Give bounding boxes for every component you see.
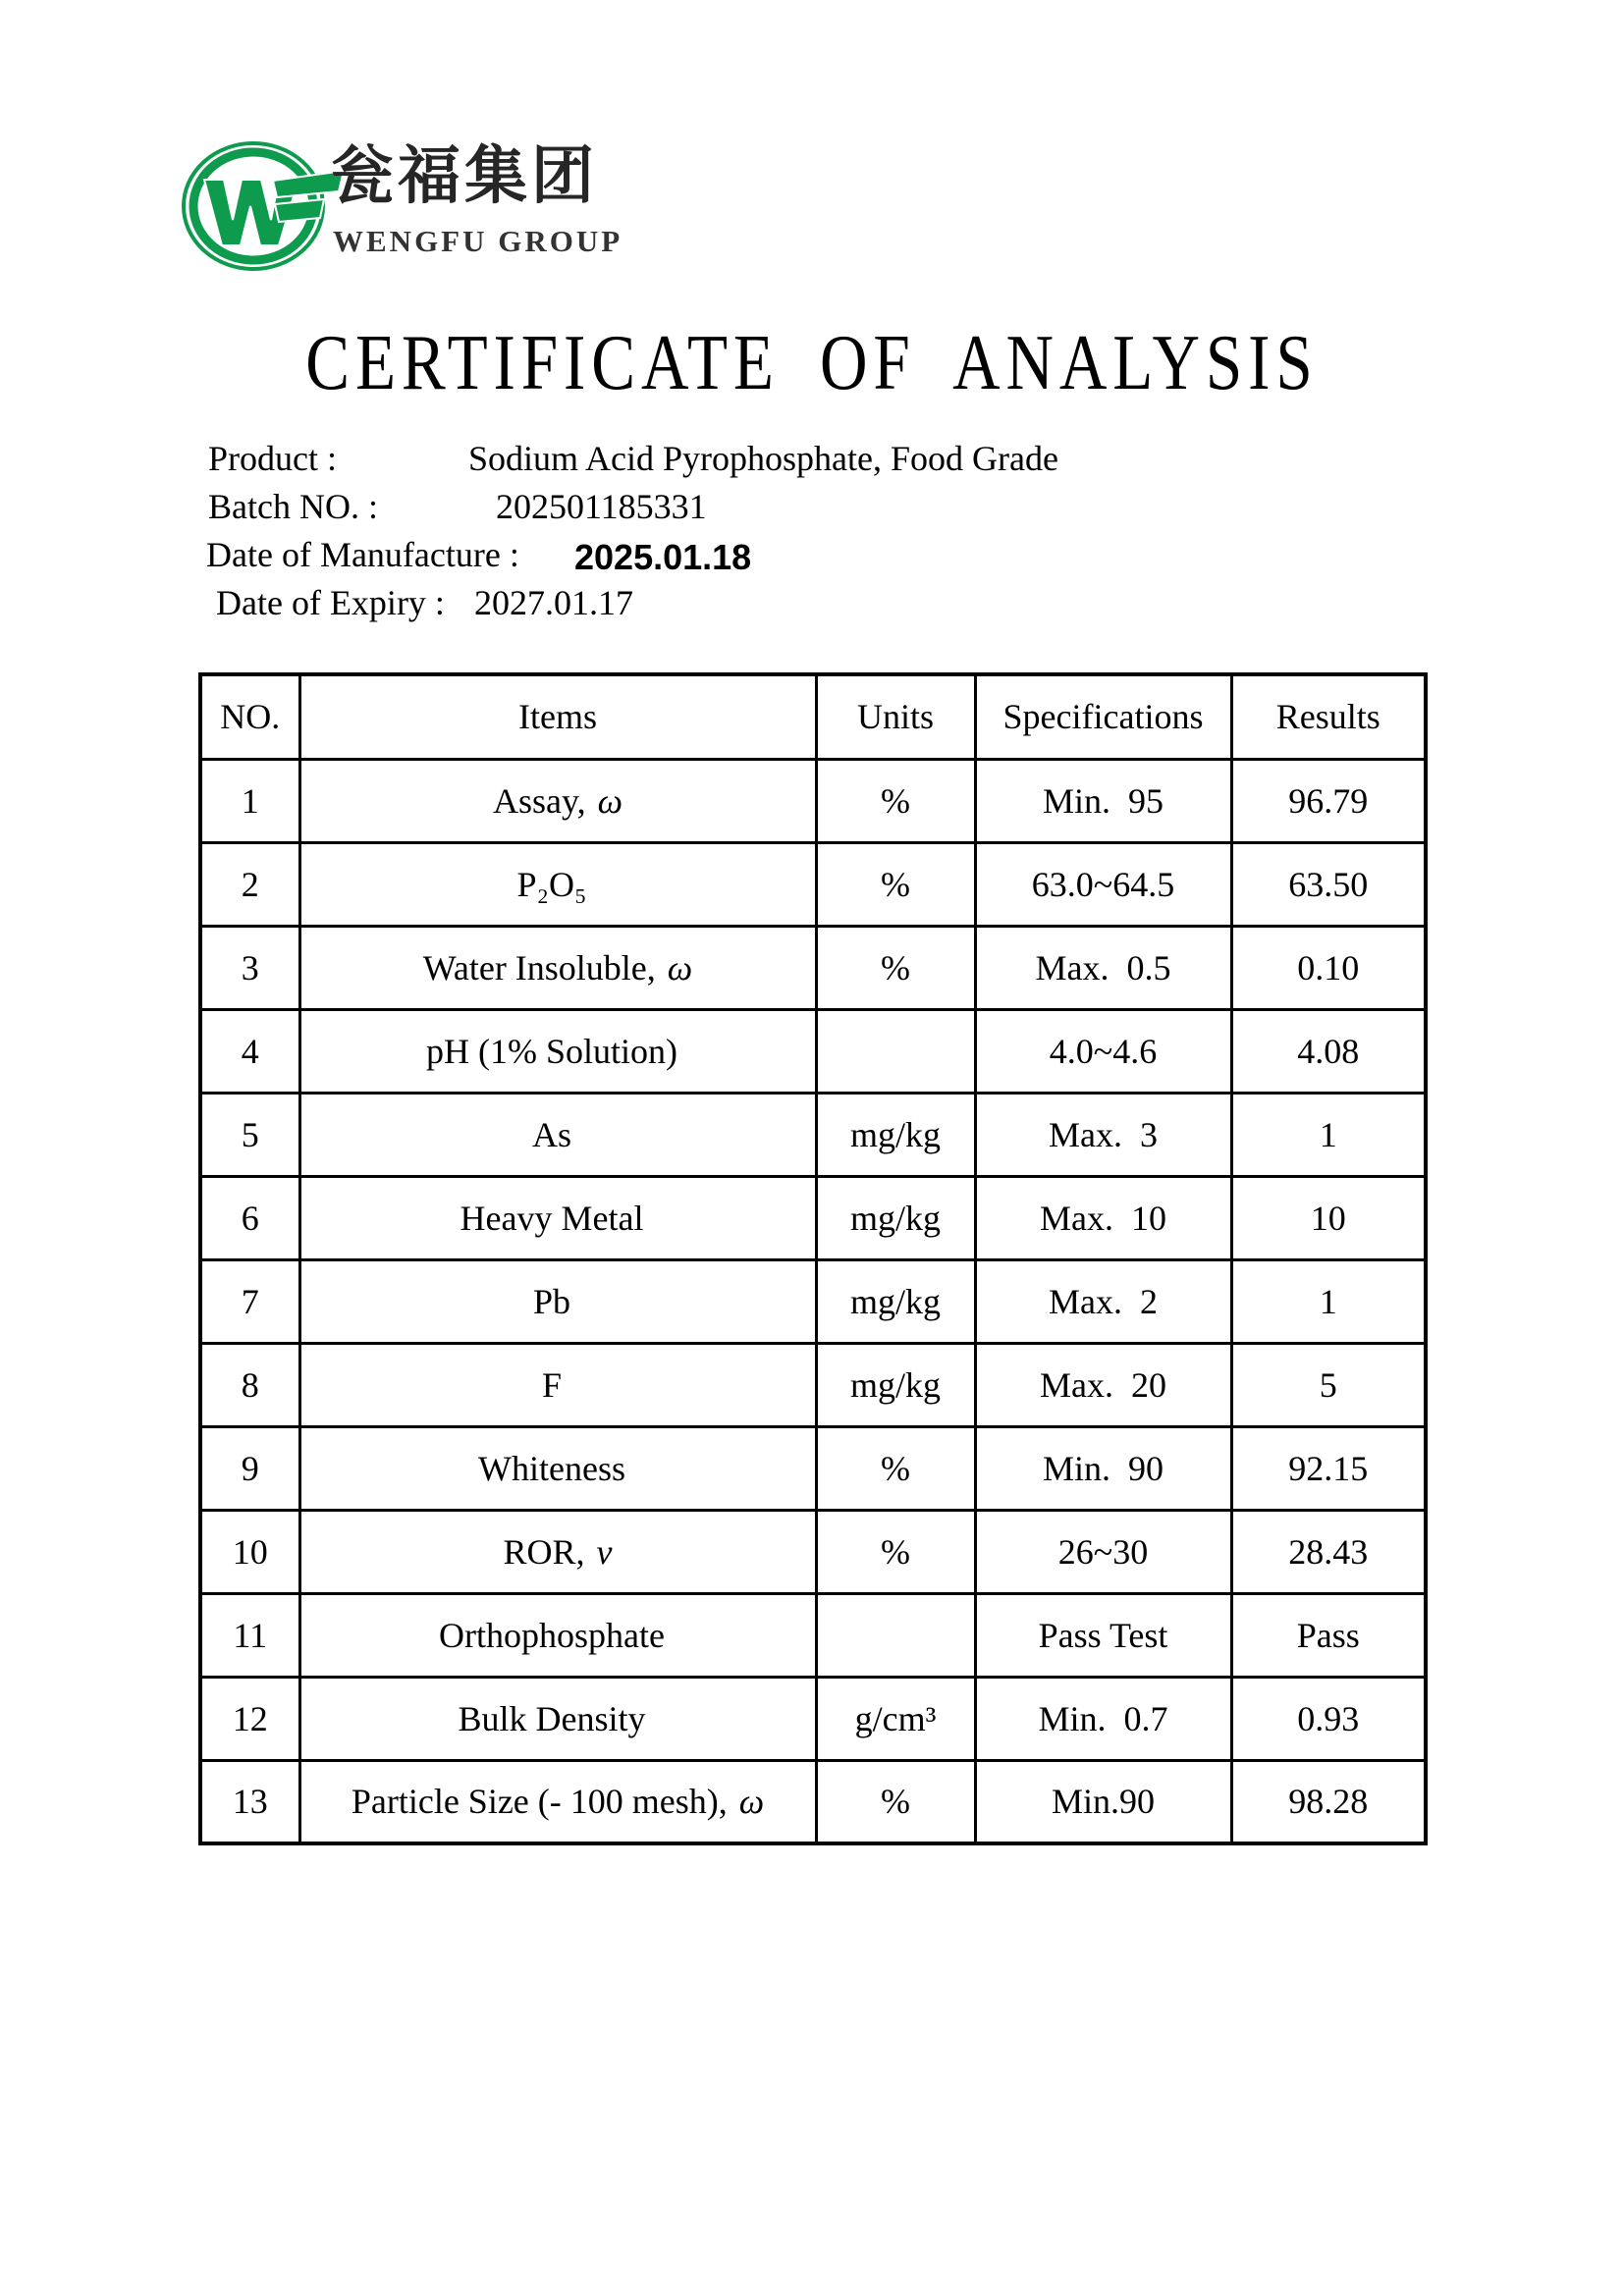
row-unit: % <box>816 1760 975 1843</box>
row-spec: Pass Test <box>975 1593 1231 1677</box>
table-row <box>200 759 1426 842</box>
row-spec: Min. 90 <box>975 1426 1231 1510</box>
company-name-chinese: 瓮福集团 <box>331 140 598 213</box>
table-header-row <box>200 674 1426 759</box>
row-result: 1 <box>1231 1259 1426 1343</box>
row-item <box>299 1176 816 1259</box>
item-symbol: ω <box>738 1782 765 1822</box>
table-row <box>200 926 1426 1009</box>
batch-label: Batch NO. : <box>208 487 378 526</box>
item-label: As <box>531 1114 571 1154</box>
row-unit: % <box>816 759 975 842</box>
row-spec: Min. 95 <box>975 759 1231 842</box>
table-row <box>200 1593 1426 1677</box>
row-spec: 26~30 <box>975 1510 1231 1593</box>
row-spec: Max. 0.5 <box>975 926 1231 1009</box>
row-result: 92.15 <box>1231 1426 1426 1510</box>
row-spec: Max. 3 <box>975 1093 1231 1176</box>
header-units: Units <box>816 674 975 759</box>
row-item <box>299 1760 816 1843</box>
row-spec: Max. 20 <box>975 1343 1231 1426</box>
row-result: 63.50 <box>1231 842 1426 926</box>
row-no: 2 <box>200 842 299 926</box>
row-no: 12 <box>200 1677 299 1760</box>
row-no: 7 <box>200 1259 299 1343</box>
item-label: Bulk Density <box>458 1698 646 1738</box>
table-row <box>200 1259 1426 1343</box>
row-item <box>299 1343 816 1426</box>
product-label: Product : <box>208 439 337 478</box>
item-symbol: ω <box>667 947 693 988</box>
row-result: 96.79 <box>1231 759 1426 842</box>
row-unit: % <box>816 926 975 1009</box>
row-result: 4.08 <box>1231 1009 1426 1093</box>
table-row <box>200 1426 1426 1510</box>
row-item <box>299 1259 816 1343</box>
row-spec: Max. 2 <box>975 1259 1231 1343</box>
row-unit: mg/kg <box>816 1343 975 1426</box>
expiry-value: 2027.01.17 <box>474 583 633 622</box>
row-item <box>299 1677 816 1760</box>
item-symbol: ω <box>597 780 623 821</box>
row-result: 5 <box>1231 1343 1426 1426</box>
row-no: 6 <box>200 1176 299 1259</box>
row-item <box>299 1009 816 1093</box>
row-item <box>299 1510 816 1593</box>
row-no: 9 <box>200 1426 299 1510</box>
item-label: F <box>541 1364 563 1405</box>
header-specs: Specifications <box>975 674 1231 759</box>
item-label: pH (1% Solution) <box>426 1031 677 1071</box>
row-item <box>299 759 816 842</box>
table-row <box>200 842 1426 926</box>
row-item <box>299 842 816 926</box>
row-result: 10 <box>1231 1176 1426 1259</box>
table-row <box>200 1677 1426 1760</box>
table-row <box>200 1510 1426 1593</box>
row-unit: g/cm³ <box>816 1677 975 1760</box>
row-no: 8 <box>200 1343 299 1426</box>
row-unit <box>816 1009 975 1093</box>
row-spec: 63.0~64.5 <box>975 842 1231 926</box>
item-label: ROR, <box>503 1531 585 1572</box>
row-no: 4 <box>200 1009 299 1093</box>
item-label: Assay, <box>492 780 586 821</box>
wf-circle-logo-icon <box>175 135 347 278</box>
row-no: 10 <box>200 1510 299 1593</box>
row-result: 1 <box>1231 1093 1426 1176</box>
analysis-table <box>198 672 1428 1845</box>
table-row <box>200 1176 1426 1259</box>
row-no: 13 <box>200 1760 299 1843</box>
row-unit: % <box>816 842 975 926</box>
row-no: 5 <box>200 1093 299 1176</box>
table-row <box>200 1009 1426 1093</box>
row-item <box>299 1426 816 1510</box>
row-no: 3 <box>200 926 299 1009</box>
table-row <box>200 1760 1426 1843</box>
row-spec: Min. 0.7 <box>975 1677 1231 1760</box>
table-row <box>200 1343 1426 1426</box>
manufacture-label: Date of Manufacture : <box>206 535 519 574</box>
header-no: NO. <box>200 674 299 759</box>
row-item <box>299 1093 816 1176</box>
item-label: Pb <box>532 1281 571 1321</box>
item-label: P₂O₅ <box>516 864 587 904</box>
company-name-english: WENGFU GROUP <box>333 224 623 258</box>
table-row <box>200 1093 1426 1176</box>
item-label: Particle Size (- 100 mesh), <box>351 1782 728 1822</box>
row-unit: mg/kg <box>816 1093 975 1176</box>
wengfu-logo-mark <box>175 135 347 278</box>
row-result: 0.10 <box>1231 926 1426 1009</box>
page-title: CERTIFICATE OF ANALYSIS <box>305 320 1319 406</box>
item-label: Water Insoluble, <box>422 947 656 988</box>
row-spec: 4.0~4.6 <box>975 1009 1231 1093</box>
row-unit: mg/kg <box>816 1259 975 1343</box>
manufacture-value: 2025.01.18 <box>574 537 752 577</box>
row-unit: % <box>816 1510 975 1593</box>
row-no: 1 <box>200 759 299 842</box>
batch-value: 202501185331 <box>496 487 707 526</box>
row-result: 28.43 <box>1231 1510 1426 1593</box>
item-label: Whiteness <box>478 1448 625 1488</box>
row-unit: % <box>816 1426 975 1510</box>
row-item <box>299 1593 816 1677</box>
row-item <box>299 926 816 1009</box>
item-label: Heavy Metal <box>460 1198 644 1238</box>
row-spec: Min.90 <box>975 1760 1231 1843</box>
expiry-label: Date of Expiry : <box>216 583 445 622</box>
header-results: Results <box>1231 674 1426 759</box>
row-no: 11 <box>200 1593 299 1677</box>
item-label: Orthophosphate <box>439 1615 665 1655</box>
product-value: Sodium Acid Pyrophosphate, Food Grade <box>468 439 1058 478</box>
row-spec: Max. 10 <box>975 1176 1231 1259</box>
row-result: 98.28 <box>1231 1760 1426 1843</box>
item-symbol: v <box>596 1531 613 1572</box>
header-items: Items <box>299 674 816 759</box>
row-result: 0.93 <box>1231 1677 1426 1760</box>
row-unit: mg/kg <box>816 1176 975 1259</box>
row-result: Pass <box>1231 1593 1426 1677</box>
row-unit <box>816 1593 975 1677</box>
